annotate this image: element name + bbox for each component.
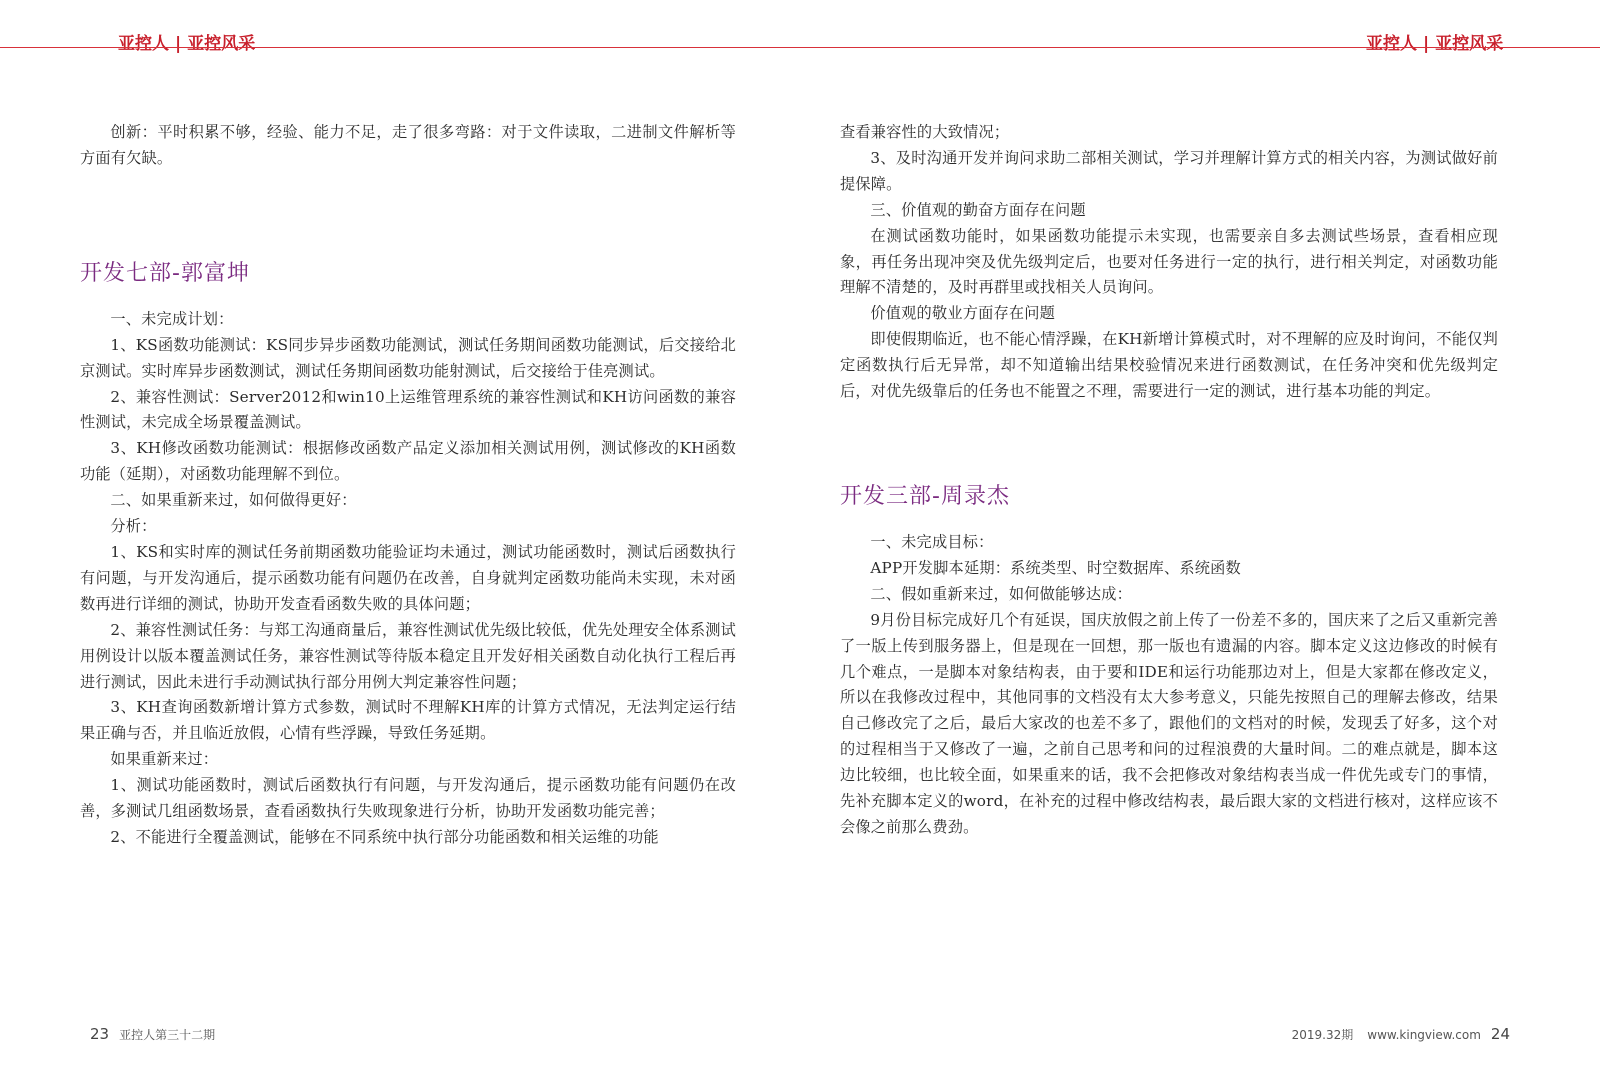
body-paragraph: 3、KH查询函数新增计算方式参数，测试时不理解KH库的计算方式情况，无法判定运行结果正确与否，并且临近放假，心情有些浮躁，导致任务延期。 (80, 698, 736, 743)
footer-right (1292, 1025, 1510, 1043)
body-paragraph: 二、如果重新来过，如何做得更好： (110, 491, 357, 510)
body-paragraph: 9月份目标完成好几个有延误，国庆放假之前上传了一份差不多的，国庆来了之后又重新完善了一版上传到服务器上，但是现在一回想，那一版也有遗漏的内容。脚本定义这边修改的时候有几个难点，一是脚本对象结构表，由于要和IDE和运行功能那边对上，但是大家都在修改定义，所以在我修改过程中，其他同事的文档没有太大参考意义，只能先按照自己的理解去修改，结果自己修改完了之后，最后大家改的也差不多了，跟他们的文档对的时候，发现丢了好多，这个对的过程相当于又修改了一遍，之前自己思考和问的过程浪费的大量时间。二的难点就是，脚本这边比较细，也比较全面，如果重来的话，我不会把修改对象结构表当成一件优先或专门的事情，先补充脚本定义的word，在补充的过程中修改结构表，最后跟大家的文档进行核对，这样应该不会像之前那么费劲。 (840, 610, 1498, 836)
body-paragraph: 价值观的敬业方面存在问题 (870, 304, 1056, 323)
right-column (840, 120, 1498, 841)
body-paragraph: 一、未完成计划： (110, 309, 234, 328)
body-paragraph: 3、KH修改函数功能测试：根据修改函数产品定义添加相关测试用例，测试修改的KH函数功能（延期），对函数功能理解不到位。 (80, 439, 736, 484)
body-paragraph: 即使假期临近，也不能心情浮躁，在KH新增计算模式时，对不理解的应及时询问，不能仅判定函数执行后无异常，却不知道输出结果校验情况来进行函数测试，在任务冲突和优先级判定后，对优先级靠后的任务也不能置之不理，需要进行一定的测试，进行基本功能的判定。 (840, 330, 1498, 401)
section-title-dev7: 开发七部-郭富坤 (80, 260, 250, 286)
intro-paragraph: 创新：平时积累不够，经验、能力不足，走了很多弯路：对于文件读取，二进制文件解析等方面有欠缺。 (80, 123, 736, 167)
body-paragraph: 在测试函数功能时，如果函数功能提示未实现，也需要亲自多去测试些场景，查看相应现象，再任务出现冲突及优先级判定后，也要对任务进行一定的执行，进行相关判定，对函数功能理解不清楚的，及时再群里或找相关人员询问。 (840, 226, 1498, 297)
body-paragraph: 如果重新来过： (110, 750, 219, 769)
page-number-left: 23 (90, 1025, 110, 1043)
body-paragraph: 3、及时沟通开发并询问求助二部相关测试，学习并理解计算方式的相关内容，为测试做好前提保障。 (840, 148, 1498, 193)
right-body-top (840, 120, 1498, 405)
right-body-bottom (840, 530, 1498, 841)
left-column (80, 120, 736, 851)
body-paragraph: 一、未完成目标： (870, 532, 994, 551)
body-paragraph: 查看兼容性的大致情况； (840, 123, 1010, 141)
header-separator: | (175, 34, 182, 54)
left-body (80, 307, 736, 851)
page-number-right: 24 (1490, 1025, 1510, 1043)
header-divider (0, 47, 1600, 48)
body-paragraph: 1、KS和实时库的测试任务前期函数功能验证均未通过，测试功能函数时，测试后函数执行有问题，与开发沟通后，提示函数功能有问题仍在改善，自身就判定函数功能尚未实现，未对函数再进行详细的测试，协助开发查看函数失败的具体问题； (80, 542, 736, 613)
header-right-brand (1366, 29, 1503, 54)
section-title-dev3: 开发三部-周录杰 (840, 483, 1010, 509)
header-left-brand (118, 29, 255, 54)
website-label: www.kingview.com (1367, 1028, 1481, 1042)
body-paragraph: 1、测试功能函数时，测试后函数执行有问题，与开发沟通后，提示函数功能有问题仍在改善，多测试几组函数场景，查看函数执行失败现象进行分析，协助开发函数功能完善； (80, 776, 736, 821)
body-paragraph: APP开发脚本延期：系统类型、时空数据库、系统函数 (870, 558, 1241, 577)
header-brand: 亚控人 (1366, 34, 1417, 54)
body-paragraph: 1、KS函数功能测试：KS同步异步函数功能测试，测试任务期间函数功能测试，后交接给北京测试。实时库异步函数测试，测试任务期间函数功能射测试，后交接给于佳亮测试。 (80, 335, 736, 380)
header-section: 亚控风采 (1435, 34, 1504, 54)
issue-label: 2019.32期 (1291, 1028, 1354, 1042)
body-paragraph: 分析： (110, 517, 157, 536)
header-section: 亚控风采 (187, 34, 256, 54)
body-paragraph: 二、假如重新来过，如何做能够达成： (870, 584, 1132, 603)
magazine-issue-label: 亚控人第三十二期 (119, 1028, 216, 1042)
footer-left (90, 1025, 215, 1043)
header-brand: 亚控人 (118, 34, 169, 54)
body-paragraph: 2、不能进行全覆盖测试，能够在不同系统中执行部分功能函数和相关运维的功能 (110, 827, 659, 846)
body-paragraph: 三、价值观的勤奋方面存在问题 (870, 200, 1086, 219)
body-paragraph: 2、兼容性测试任务：与郑工沟通商量后，兼容性测试优先级比较低，优先处理安全体系测试用例设计以版本覆盖测试任务，兼容性测试等待版本稳定且开发好相关函数自动化执行工程后再进行测试，因此未进行手动测试执行部分用例大判定兼容性问题； (80, 620, 736, 691)
header-separator: | (1423, 34, 1430, 54)
body-paragraph: 2、兼容性测试：Server2012和win10上运维管理系统的兼容性测试和KH访问函数的兼容性测试，未完成全场景覆盖测试。 (80, 387, 736, 432)
